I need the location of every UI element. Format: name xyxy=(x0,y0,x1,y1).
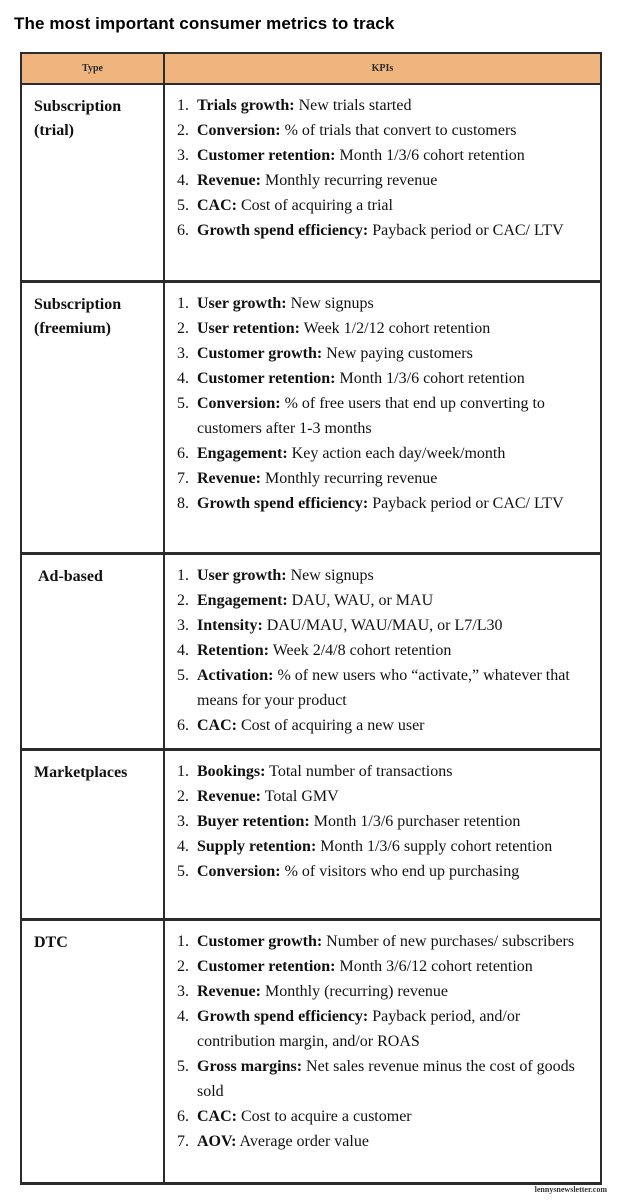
kpi-description: Cost of acquiring a trial xyxy=(237,197,393,214)
kpi-number: 3. xyxy=(177,147,189,164)
kpi-item xyxy=(177,1004,590,1054)
kpi-description: New paying customers xyxy=(322,345,473,362)
kpi-number: 8. xyxy=(177,495,189,512)
kpi-number: 7. xyxy=(177,470,189,487)
kpi-item xyxy=(177,638,590,663)
type-line: Subscription xyxy=(34,296,122,313)
kpi-number: 1. xyxy=(177,295,189,312)
kpi-number: 5. xyxy=(177,863,189,880)
kpi-text xyxy=(197,341,590,366)
kpi-description: Week 1/2/12 cohort retention xyxy=(299,320,491,337)
kpi-label: AOV: xyxy=(197,1133,237,1150)
kpi-text xyxy=(197,929,590,954)
kpi-list xyxy=(177,291,590,516)
type-line: Marketplaces xyxy=(34,764,128,781)
kpi-item xyxy=(177,391,590,441)
section-subscription-freemium xyxy=(20,283,602,555)
kpi-label: Customer growth: xyxy=(197,933,323,950)
kpi-label: Customer retention: xyxy=(197,370,336,387)
kpi-number: 4. xyxy=(177,1008,189,1025)
kpi-item xyxy=(177,1104,590,1129)
kpi-description: Cost to acquire a customer xyxy=(237,1108,412,1125)
kpi-text xyxy=(197,663,590,713)
table-header xyxy=(20,52,602,85)
kpi-label: Revenue: xyxy=(197,788,261,805)
kpi-cell xyxy=(165,921,600,1182)
kpi-text xyxy=(197,391,590,441)
kpi-item xyxy=(177,466,590,491)
kpi-label: Revenue: xyxy=(197,172,261,189)
kpi-text xyxy=(197,168,590,193)
kpi-item xyxy=(177,291,590,316)
kpi-item xyxy=(177,588,590,613)
kpi-description: New trials started xyxy=(294,97,412,114)
kpi-text xyxy=(197,93,590,118)
kpi-description: Month 1/3/6 cohort retention xyxy=(335,147,525,164)
kpi-number: 1. xyxy=(177,567,189,584)
kpi-text xyxy=(197,316,590,341)
kpi-label: CAC: xyxy=(197,717,237,734)
kpi-text xyxy=(197,834,590,859)
kpi-text xyxy=(197,859,590,884)
kpi-description: Key action each day/week/month xyxy=(287,445,506,462)
kpi-description: DAU/MAU, WAU/MAU, or L7/L30 xyxy=(262,617,503,634)
type-cell xyxy=(22,921,165,1182)
page-title: The most important consumer metrics to track xyxy=(14,14,395,33)
kpi-item xyxy=(177,759,590,784)
kpi-description: New signups xyxy=(286,567,374,584)
kpi-label: Customer growth: xyxy=(197,345,323,362)
kpi-description: Number of new purchases/ subscribers xyxy=(322,933,575,950)
kpi-item xyxy=(177,954,590,979)
kpi-description: Net sales revenue minus the cost of goods sold xyxy=(197,1058,575,1100)
kpi-label: Intensity: xyxy=(197,617,263,634)
kpi-label: CAC: xyxy=(197,1108,237,1125)
kpi-item xyxy=(177,143,590,168)
kpi-item xyxy=(177,834,590,859)
kpi-text xyxy=(197,784,590,809)
kpi-text xyxy=(197,1054,590,1104)
kpi-item xyxy=(177,663,590,713)
kpi-description: Payback period or CAC/ LTV xyxy=(368,495,564,512)
kpi-item xyxy=(177,168,590,193)
kpi-text xyxy=(197,193,590,218)
kpi-item xyxy=(177,93,590,118)
kpi-text xyxy=(197,118,590,143)
kpi-text xyxy=(197,441,590,466)
kpi-label: CAC: xyxy=(197,197,237,214)
kpi-description: Total GMV xyxy=(260,788,339,805)
kpi-cell xyxy=(165,85,600,280)
kpi-label: Retention: xyxy=(197,642,269,659)
kpi-number: 3. xyxy=(177,617,189,634)
kpi-text xyxy=(197,759,590,784)
kpi-description: Cost of acquiring a new user xyxy=(237,717,425,734)
kpi-number: 6. xyxy=(177,717,189,734)
kpi-text xyxy=(197,713,590,738)
kpi-item xyxy=(177,218,590,243)
kpi-text xyxy=(197,979,590,1004)
kpi-description: Month 1/3/6 cohort retention xyxy=(335,370,525,387)
kpi-label: Customer retention: xyxy=(197,147,336,164)
kpi-label: Trials growth: xyxy=(197,97,295,114)
kpi-item xyxy=(177,316,590,341)
kpi-label: Conversion: xyxy=(197,863,281,880)
kpi-text xyxy=(197,638,590,663)
kpi-item xyxy=(177,1054,590,1104)
kpi-label: User growth: xyxy=(197,295,287,312)
kpi-number: 2. xyxy=(177,788,189,805)
kpi-text xyxy=(197,563,590,588)
kpi-label: Conversion: xyxy=(197,395,281,412)
kpi-description: DAU, WAU, or MAU xyxy=(287,592,434,609)
kpi-item xyxy=(177,366,590,391)
kpi-description: Payback period or CAC/ LTV xyxy=(368,222,564,239)
kpi-number: 2. xyxy=(177,122,189,139)
kpi-item xyxy=(177,613,590,638)
kpi-number: 2. xyxy=(177,592,189,609)
kpi-label: User growth: xyxy=(197,567,287,584)
kpi-number: 6. xyxy=(177,222,189,239)
header-kpis: KPIs xyxy=(371,63,394,74)
section-marketplaces xyxy=(20,751,602,921)
kpi-item xyxy=(177,929,590,954)
kpi-cell xyxy=(165,555,600,748)
footer-source: lennysnewsletter.com xyxy=(534,1185,607,1194)
kpi-number: 3. xyxy=(177,813,189,830)
type-line: DTC xyxy=(34,934,68,951)
kpi-item xyxy=(177,441,590,466)
kpi-label: Bookings: xyxy=(197,763,266,780)
kpi-text xyxy=(197,366,590,391)
kpi-description: % of new users who “activate,” whatever that means for your product xyxy=(197,667,570,709)
kpi-number: 5. xyxy=(177,667,189,684)
kpi-text xyxy=(197,1104,590,1129)
kpi-description: Total number of transactions xyxy=(265,763,453,780)
kpi-description: Monthly recurring revenue xyxy=(260,470,438,487)
kpi-text xyxy=(197,1129,590,1154)
kpi-number: 1. xyxy=(177,97,189,114)
kpi-item xyxy=(177,491,590,516)
kpi-number: 3. xyxy=(177,983,189,1000)
kpi-number: 4. xyxy=(177,370,189,387)
kpi-description: Month 1/3/6 supply cohort retention xyxy=(316,838,553,855)
kpi-label: Customer retention: xyxy=(197,958,336,975)
kpi-item xyxy=(177,979,590,1004)
type-cell xyxy=(22,283,165,552)
kpi-text xyxy=(197,466,590,491)
kpi-number: 3. xyxy=(177,345,189,362)
kpi-label: Engagement: xyxy=(197,592,288,609)
kpi-label: Growth spend efficiency: xyxy=(197,1008,369,1025)
kpi-text xyxy=(197,291,590,316)
kpi-number: 7. xyxy=(177,1133,189,1150)
kpi-list xyxy=(177,929,590,1154)
kpi-text xyxy=(197,809,590,834)
kpi-description: Payback period, and/or contribution margin, and/or ROAS xyxy=(197,1008,521,1050)
kpi-number: 1. xyxy=(177,763,189,780)
kpi-item xyxy=(177,859,590,884)
section-ad-based xyxy=(20,555,602,751)
type-cell xyxy=(22,751,165,918)
kpi-description: Monthly (recurring) revenue xyxy=(260,983,449,1000)
kpi-list xyxy=(177,759,590,884)
kpi-text xyxy=(197,588,590,613)
kpi-label: User retention: xyxy=(197,320,300,337)
kpi-number: 4. xyxy=(177,172,189,189)
kpi-label: Gross margins: xyxy=(197,1058,303,1075)
kpi-cell xyxy=(165,283,600,552)
kpi-text xyxy=(197,613,590,638)
kpi-label: Buyer retention: xyxy=(197,813,310,830)
kpi-label: Revenue: xyxy=(197,983,261,1000)
kpi-item xyxy=(177,193,590,218)
kpi-label: Engagement: xyxy=(197,445,288,462)
kpi-item xyxy=(177,1129,590,1154)
kpi-label: Growth spend efficiency: xyxy=(197,495,369,512)
kpi-description: Month 3/6/12 cohort retention xyxy=(335,958,533,975)
kpi-description: New signups xyxy=(286,295,374,312)
kpi-number: 5. xyxy=(177,395,189,412)
kpi-item xyxy=(177,563,590,588)
section-subscription-trial xyxy=(20,85,602,283)
kpi-number: 5. xyxy=(177,1058,189,1075)
kpi-text xyxy=(197,218,590,243)
kpi-cell xyxy=(165,751,600,918)
kpi-description: % of visitors who end up purchasing xyxy=(280,863,520,880)
kpi-description: Week 2/4/8 cohort retention xyxy=(268,642,452,659)
header-type: Type xyxy=(22,54,165,83)
type-cell xyxy=(22,555,165,748)
kpi-number: 6. xyxy=(177,1108,189,1125)
kpi-number: 4. xyxy=(177,838,189,855)
kpi-item xyxy=(177,341,590,366)
kpi-number: 2. xyxy=(177,320,189,337)
metrics-table xyxy=(20,52,602,1185)
section-dtc xyxy=(20,921,602,1185)
kpi-number: 4. xyxy=(177,642,189,659)
kpi-item xyxy=(177,809,590,834)
kpi-label: Supply retention: xyxy=(197,838,317,855)
kpi-description: Monthly recurring revenue xyxy=(260,172,438,189)
kpi-list xyxy=(177,93,590,243)
kpi-label: Conversion: xyxy=(197,122,281,139)
kpi-number: 6. xyxy=(177,445,189,462)
kpi-number: 1. xyxy=(177,933,189,950)
kpi-description: % of free users that end up converting to customers after 1-3 months xyxy=(197,395,545,437)
kpi-description: Average order value xyxy=(236,1133,369,1150)
kpi-label: Activation: xyxy=(197,667,274,684)
kpi-item xyxy=(177,784,590,809)
type-line: (trial) xyxy=(34,122,74,139)
kpi-text xyxy=(197,1004,590,1054)
kpi-item xyxy=(177,713,590,738)
type-cell xyxy=(22,85,165,280)
type-line: Ad-based xyxy=(38,568,103,585)
kpi-description: Month 1/3/6 purchaser retention xyxy=(309,813,521,830)
kpi-text xyxy=(197,954,590,979)
kpi-number: 5. xyxy=(177,197,189,214)
kpi-label: Revenue: xyxy=(197,470,261,487)
kpi-label: Growth spend efficiency: xyxy=(197,222,369,239)
kpi-item xyxy=(177,118,590,143)
kpi-text xyxy=(197,491,590,516)
kpi-description: % of trials that convert to customers xyxy=(280,122,517,139)
kpi-text xyxy=(197,143,590,168)
type-line: (freemium) xyxy=(34,320,111,337)
type-line: Subscription xyxy=(34,98,122,115)
kpi-list xyxy=(177,563,590,738)
kpi-number: 2. xyxy=(177,958,189,975)
